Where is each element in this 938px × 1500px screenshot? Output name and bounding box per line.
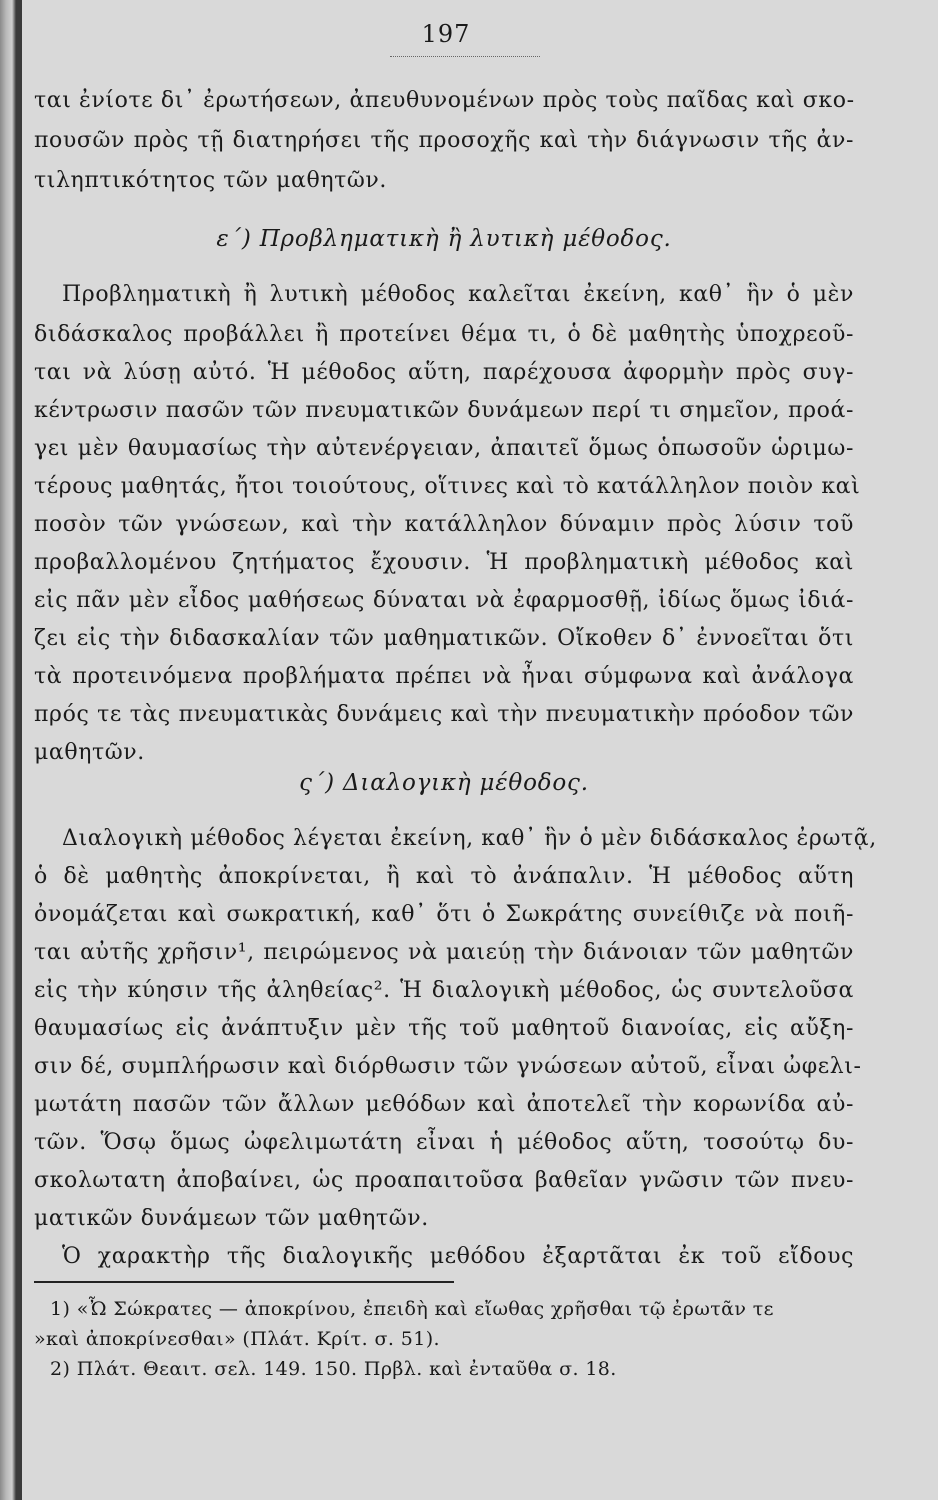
text-line: ται ἐνίοτε δι᾿ ἐρωτήσεων, ἀπευθυνομένων πρὸς τοὺς παῖδας καὶ σκο- [34,88,855,113]
text-line: πουσῶν πρὸς τῇ διατηρήσει τῆς προσοχῆς καὶ τὴν διάγνωσιν τῆς ἀν- [34,128,854,153]
footnote: »καὶ ἀποκρίνεσθαι» (Πλάτ. Κρίτ. σ. 51). [34,1328,440,1350]
text-line: ται νὰ λύσῃ αὐτό. Ἡ μέθοδος αὕτη, παρέχουσα ἀφορμὴν πρὸς συγ- [34,360,854,385]
text-line: τὰ προτεινόμενα προβλήματα πρέπει νὰ ἦναι σύμφωνα καὶ ἀνάλογα [34,664,854,689]
text-line: ὀνομάζεται καὶ σωκρατική, καθ᾿ ὅτι ὁ Σωκράτης συνείθιζε νὰ ποιῆ- [34,902,854,927]
text-line: εἰς τὴν κύησιν τῆς ἀληθείας². Ἡ διαλογικὴ μέθοδος, ὡς συντελοῦσα [34,978,854,1003]
text-line: τῶν. Ὅσῳ ὅμως ὠφελιμωτάτη εἶναι ἡ μέθοδος αὕτη, τοσούτῳ δυ- [34,1130,854,1155]
section-heading-st: ς΄) Διαλογικὴ μέθοδος. [299,770,589,796]
text-line: τέρους μαθητάς, ἤτοι τοιούτους, οἵτινες καὶ τὸ κατάλληλον ποιὸν καὶ [34,474,861,499]
text-line: θαυμασίως εἰς ἀνάπτυξιν μὲν τῆς τοῦ μαθητοῦ διανοίας, εἰς αὔξη- [34,1016,854,1041]
text-line: ὁ δὲ μαθητὴς ἀποκρίνεται, ἢ καὶ τὸ ἀνάπαλιν. Ἡ μέθοδος αὕτη [34,864,854,889]
footnote: 2) Πλάτ. Θεαιτ. σελ. 149. 150. Πρβλ. καὶ ἐνταῦθα σ. 18. [50,1358,617,1380]
text-line: ται αὐτῆς χρῆσιν¹, πειρώμενος νὰ μαιεύῃ τὴν διάνοιαν τῶν μαθητῶν [34,940,854,965]
text-line: κέντρωσιν πασῶν τῶν πνευματικῶν δυνάμεων περί τι σημεῖον, προά- [34,398,854,423]
text-line: Προβληματικὴ ἢ λυτικὴ μέθοδος καλεῖται ἐκείνη, καθ᾿ ἣν ὁ μὲν [62,282,854,307]
text-line: πρός τε τὰς πνευματικὰς δυνάμεις καὶ τὴν πνευματικὴν πρόοδον τῶν [34,702,854,727]
book-page [28,0,888,1500]
text-line: εἰς πᾶν μὲν εἶδος μαθήσεως δύναται νὰ ἐφαρμοσθῇ, ἰδίως ὅμως ἰδιά- [34,588,854,613]
text-line: μαθητῶν. [34,740,145,765]
text-line: γει μὲν θαυμασίως τὴν αὐτενέργειαν, ἀπαιτεῖ ὅμως ὁπωσοῦν ὡριμω- [34,436,854,461]
text-line: ποσὸν τῶν γνώσεων, καὶ τὴν κατάλληλον δύναμιν πρὸς λύσιν τοῦ [34,512,854,537]
text-line: ματικῶν δυνάμεων τῶν μαθητῶν. [34,1206,429,1231]
text-line: προβαλλομένου ζητήματος ἔχουσιν. Ἡ προβληματικὴ μέθοδος καὶ [34,550,854,575]
text-line: ζει εἰς τὴν διδασκαλίαν τῶν μαθηματικῶν. Οἴκοθεν δ᾿ ἐννοεῖται ὅτι [34,626,854,651]
text-line: Διαλογικὴ μέθοδος λέγεται ἐκείνη, καθ᾿ ἣν ὁ μὲν διδάσκαλος ἐρωτᾷ, [62,826,877,851]
text-line: τιληπτικότητος τῶν μαθητῶν. [34,168,387,193]
page-number: 197 [421,20,471,48]
text-line: σιν δέ, συμπλήρωσιν καὶ διόρθωσιν τῶν γνώσεων αὐτοῦ, εἶναι ὠφελι- [34,1054,862,1079]
footnote: 1) «Ὦ Σώκρατες — ἀποκρίνου, ἐπειδὴ καὶ εἴωθας χρῆσθαι τῷ ἐρωτᾶν τε [50,1298,774,1320]
text-line: Ὁ χαρακτὴρ τῆς διαλογικῆς μεθόδου ἐξαρτᾶται ἐκ τοῦ εἴδους [62,1244,854,1269]
text-line: διδάσκαλος προβάλλει ἢ προτείνει θέμα τι, ὁ δὲ μαθητὴς ὑποχρεοῦ- [34,322,854,347]
text-line: μωτάτη πασῶν τῶν ἄλλων μεθόδων καὶ ἀποτελεῖ τὴν κορωνίδα αὐ- [34,1092,854,1117]
book-gutter [0,0,22,1500]
footnote-rule [34,1281,454,1283]
page-number-rule [390,56,540,57]
text-line: σκολωτατη ἀποβαίνει, ὡς προαπαιτοῦσα βαθεῖαν γνῶσιν τῶν πνευ- [34,1168,854,1193]
section-heading-e: ε΄) Προβληματικὴ ἢ λυτικὴ μέθοδος. [216,226,672,252]
